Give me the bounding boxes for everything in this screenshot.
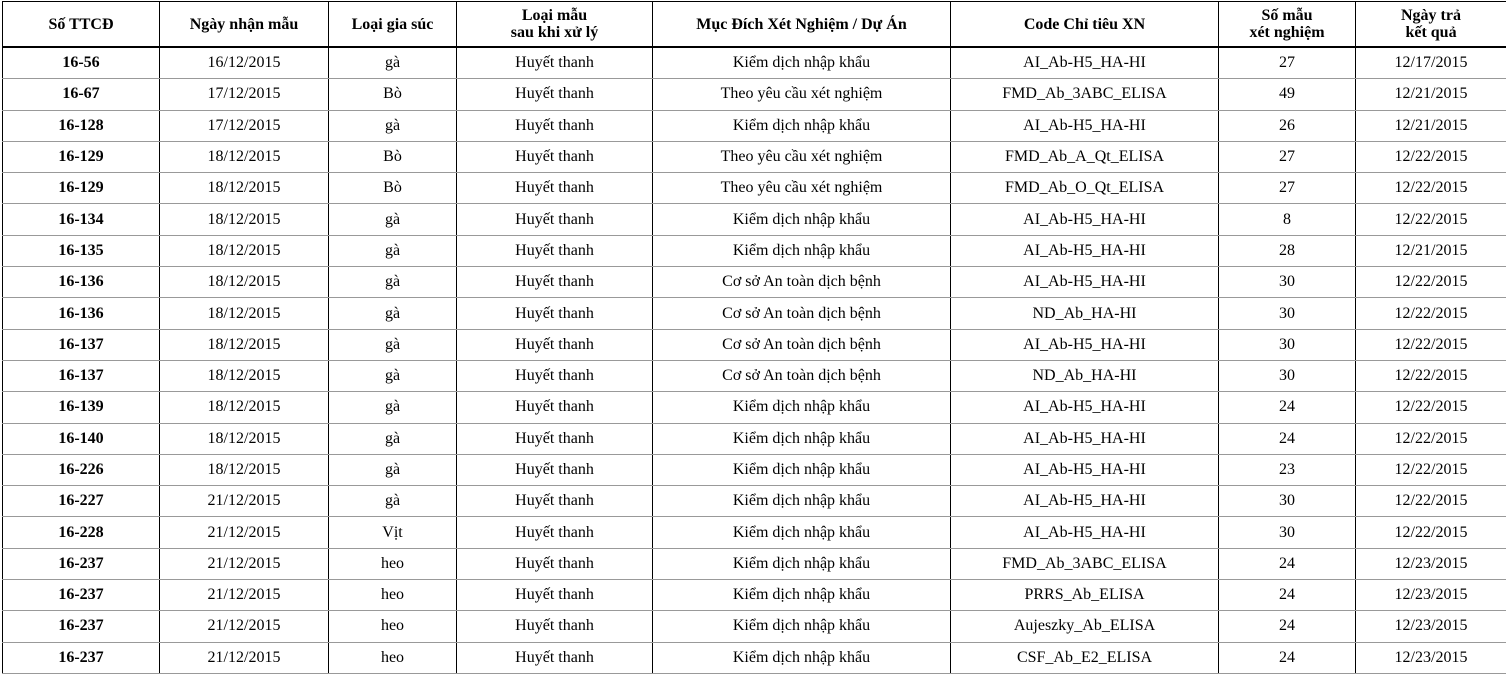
cell-muc-dich: Theo yêu cầu xét nghiệm [653, 141, 951, 172]
cell-so-mau: 30 [1219, 267, 1356, 298]
cell-ngay-tra: 12/22/2015 [1356, 204, 1506, 235]
cell-ngay-tra: 12/22/2015 [1356, 423, 1506, 454]
cell-so-mau: 30 [1219, 298, 1356, 329]
table-row [3, 110, 1506, 141]
cell-loai-mau: Huyết thanh [457, 486, 653, 517]
table-row [3, 267, 1506, 298]
cell-code-chi-tieu: AI_Ab-H5_HA-HI [951, 47, 1219, 79]
cell-loai-mau: Huyết thanh [457, 110, 653, 141]
cell-so-mau: 8 [1219, 204, 1356, 235]
cell-loai-gia-suc: Bò [329, 141, 457, 172]
cell-muc-dich: Cơ sở An toàn dịch bệnh [653, 267, 951, 298]
header-row [3, 2, 1506, 48]
cell-loai-mau: Huyết thanh [457, 392, 653, 423]
cell-loai-mau: Huyết thanh [457, 548, 653, 579]
cell-loai-mau: Huyết thanh [457, 454, 653, 485]
cell-ngay-nhan-mau: 18/12/2015 [160, 423, 329, 454]
cell-loai-mau: Huyết thanh [457, 79, 653, 110]
cell-ngay-tra: 12/21/2015 [1356, 110, 1506, 141]
cell-muc-dich: Theo yêu cầu xét nghiệm [653, 79, 951, 110]
col-header-ngay-tra: Ngày trả kết quả [1356, 2, 1506, 48]
cell-so-mau: 30 [1219, 486, 1356, 517]
cell-ngay-nhan-mau: 21/12/2015 [160, 580, 329, 611]
table-row [3, 173, 1506, 204]
table-row [3, 47, 1506, 79]
cell-muc-dich: Cơ sở An toàn dịch bệnh [653, 329, 951, 360]
table-row [3, 611, 1506, 642]
table-row [3, 580, 1506, 611]
cell-ngay-nhan-mau: 21/12/2015 [160, 517, 329, 548]
cell-code-chi-tieu: AI_Ab-H5_HA-HI [951, 267, 1219, 298]
cell-muc-dich: Kiểm dịch nhập khẩu [653, 454, 951, 485]
cell-ngay-tra: 12/22/2015 [1356, 141, 1506, 172]
cell-ngay-nhan-mau: 21/12/2015 [160, 611, 329, 642]
cell-loai-mau: Huyết thanh [457, 642, 653, 673]
cell-code-chi-tieu: FMD_Ab_O_Qt_ELISA [951, 173, 1219, 204]
cell-loai-mau: Huyết thanh [457, 298, 653, 329]
cell-so-mau: 49 [1219, 79, 1356, 110]
cell-ngay-nhan-mau: 18/12/2015 [160, 392, 329, 423]
cell-ngay-nhan-mau: 18/12/2015 [160, 267, 329, 298]
cell-code-chi-tieu: CSF_Ab_E2_ELISA [951, 642, 1219, 673]
cell-ngay-nhan-mau: 18/12/2015 [160, 204, 329, 235]
cell-so-ttcd: 16-139 [3, 392, 160, 423]
cell-muc-dich: Cơ sở An toàn dịch bệnh [653, 360, 951, 391]
cell-ngay-nhan-mau: 18/12/2015 [160, 454, 329, 485]
table-row [3, 235, 1506, 266]
cell-so-mau: 24 [1219, 642, 1356, 673]
cell-loai-gia-suc: gà [329, 267, 457, 298]
cell-code-chi-tieu: AI_Ab-H5_HA-HI [951, 235, 1219, 266]
cell-ngay-tra: 12/22/2015 [1356, 360, 1506, 391]
cell-loai-mau: Huyết thanh [457, 204, 653, 235]
cell-ngay-tra: 12/22/2015 [1356, 329, 1506, 360]
cell-code-chi-tieu: AI_Ab-H5_HA-HI [951, 423, 1219, 454]
cell-loai-gia-suc: gà [329, 235, 457, 266]
cell-muc-dich: Kiểm dịch nhập khẩu [653, 580, 951, 611]
cell-so-mau: 30 [1219, 360, 1356, 391]
cell-code-chi-tieu: Aujeszky_Ab_ELISA [951, 611, 1219, 642]
cell-ngay-nhan-mau: 17/12/2015 [160, 110, 329, 141]
table-row [3, 486, 1506, 517]
cell-loai-gia-suc: gà [329, 329, 457, 360]
cell-so-mau: 24 [1219, 580, 1356, 611]
cell-so-ttcd: 16-140 [3, 423, 160, 454]
table-row [3, 204, 1506, 235]
cell-loai-mau: Huyết thanh [457, 611, 653, 642]
table-row [3, 454, 1506, 485]
cell-loai-mau: Huyết thanh [457, 235, 653, 266]
sample-results-table [2, 1, 1506, 674]
cell-loai-gia-suc: gà [329, 110, 457, 141]
cell-so-ttcd: 16-129 [3, 173, 160, 204]
cell-so-mau: 27 [1219, 173, 1356, 204]
cell-loai-gia-suc: gà [329, 454, 457, 485]
cell-so-mau: 26 [1219, 110, 1356, 141]
cell-code-chi-tieu: ND_Ab_HA-HI [951, 360, 1219, 391]
cell-muc-dich: Kiểm dịch nhập khẩu [653, 548, 951, 579]
cell-code-chi-tieu: AI_Ab-H5_HA-HI [951, 392, 1219, 423]
table-row [3, 298, 1506, 329]
cell-loai-gia-suc: gà [329, 392, 457, 423]
cell-so-ttcd: 16-129 [3, 141, 160, 172]
cell-loai-gia-suc: Bò [329, 79, 457, 110]
cell-loai-mau: Huyết thanh [457, 267, 653, 298]
col-header-ngay-nhan-mau: Ngày nhận mẫu [160, 2, 329, 48]
cell-ngay-tra: 12/22/2015 [1356, 298, 1506, 329]
cell-so-mau: 28 [1219, 235, 1356, 266]
cell-ngay-nhan-mau: 21/12/2015 [160, 548, 329, 579]
cell-so-ttcd: 16-134 [3, 204, 160, 235]
cell-loai-gia-suc: gà [329, 360, 457, 391]
cell-loai-mau: Huyết thanh [457, 517, 653, 548]
cell-ngay-tra: 12/22/2015 [1356, 173, 1506, 204]
cell-muc-dich: Cơ sở An toàn dịch bệnh [653, 298, 951, 329]
cell-muc-dich: Kiểm dịch nhập khẩu [653, 486, 951, 517]
table-row [3, 360, 1506, 391]
cell-so-ttcd: 16-135 [3, 235, 160, 266]
cell-loai-gia-suc: heo [329, 548, 457, 579]
cell-loai-mau: Huyết thanh [457, 329, 653, 360]
cell-loai-mau: Huyết thanh [457, 580, 653, 611]
cell-ngay-nhan-mau: 18/12/2015 [160, 235, 329, 266]
cell-code-chi-tieu: AI_Ab-H5_HA-HI [951, 329, 1219, 360]
cell-code-chi-tieu: FMD_Ab_A_Qt_ELISA [951, 141, 1219, 172]
col-header-muc-dich: Mục Đích Xét Nghiệm / Dự Án [653, 2, 951, 48]
cell-ngay-nhan-mau: 18/12/2015 [160, 141, 329, 172]
cell-loai-gia-suc: gà [329, 298, 457, 329]
cell-loai-gia-suc: gà [329, 204, 457, 235]
cell-so-ttcd: 16-137 [3, 329, 160, 360]
cell-ngay-tra: 12/23/2015 [1356, 611, 1506, 642]
cell-ngay-nhan-mau: 17/12/2015 [160, 79, 329, 110]
col-header-so-mau: Số mẫu xét nghiệm [1219, 2, 1356, 48]
cell-loai-gia-suc: Bò [329, 173, 457, 204]
cell-muc-dich: Kiểm dịch nhập khẩu [653, 642, 951, 673]
cell-so-ttcd: 16-56 [3, 47, 160, 79]
cell-ngay-nhan-mau: 18/12/2015 [160, 360, 329, 391]
cell-loai-mau: Huyết thanh [457, 423, 653, 454]
cell-so-ttcd: 16-228 [3, 517, 160, 548]
cell-muc-dich: Kiểm dịch nhập khẩu [653, 423, 951, 454]
cell-so-ttcd: 16-128 [3, 110, 160, 141]
cell-so-ttcd: 16-237 [3, 642, 160, 673]
col-header-code-chi-tieu: Code Chỉ tiêu XN [951, 2, 1219, 48]
cell-ngay-tra: 12/22/2015 [1356, 454, 1506, 485]
cell-ngay-tra: 12/21/2015 [1356, 79, 1506, 110]
cell-ngay-tra: 12/17/2015 [1356, 47, 1506, 79]
cell-code-chi-tieu: AI_Ab-H5_HA-HI [951, 204, 1219, 235]
cell-ngay-tra: 12/23/2015 [1356, 548, 1506, 579]
cell-so-ttcd: 16-237 [3, 580, 160, 611]
cell-so-mau: 24 [1219, 423, 1356, 454]
cell-muc-dich: Kiểm dịch nhập khẩu [653, 235, 951, 266]
cell-ngay-tra: 12/22/2015 [1356, 267, 1506, 298]
cell-so-mau: 30 [1219, 517, 1356, 548]
cell-ngay-nhan-mau: 18/12/2015 [160, 329, 329, 360]
cell-code-chi-tieu: PRRS_Ab_ELISA [951, 580, 1219, 611]
cell-loai-gia-suc: gà [329, 47, 457, 79]
table-row [3, 423, 1506, 454]
cell-ngay-nhan-mau: 18/12/2015 [160, 298, 329, 329]
cell-ngay-tra: 12/23/2015 [1356, 580, 1506, 611]
cell-muc-dich: Kiểm dịch nhập khẩu [653, 392, 951, 423]
cell-ngay-nhan-mau: 18/12/2015 [160, 173, 329, 204]
cell-ngay-tra: 12/22/2015 [1356, 486, 1506, 517]
cell-so-ttcd: 16-136 [3, 298, 160, 329]
cell-code-chi-tieu: AI_Ab-H5_HA-HI [951, 486, 1219, 517]
cell-so-mau: 23 [1219, 454, 1356, 485]
table-row [3, 392, 1506, 423]
cell-muc-dich: Kiểm dịch nhập khẩu [653, 611, 951, 642]
table-row [3, 329, 1506, 360]
cell-code-chi-tieu: FMD_Ab_3ABC_ELISA [951, 79, 1219, 110]
cell-so-ttcd: 16-227 [3, 486, 160, 517]
col-header-loai-mau: Loại mẫu sau khi xử lý [457, 2, 653, 48]
cell-loai-mau: Huyết thanh [457, 360, 653, 391]
cell-ngay-tra: 12/21/2015 [1356, 235, 1506, 266]
cell-code-chi-tieu: FMD_Ab_3ABC_ELISA [951, 548, 1219, 579]
table-row [3, 642, 1506, 673]
table-body [3, 47, 1506, 673]
cell-code-chi-tieu: ND_Ab_HA-HI [951, 298, 1219, 329]
cell-muc-dich: Theo yêu cầu xét nghiệm [653, 173, 951, 204]
cell-ngay-tra: 12/22/2015 [1356, 517, 1506, 548]
cell-so-ttcd: 16-237 [3, 548, 160, 579]
cell-muc-dich: Kiểm dịch nhập khẩu [653, 204, 951, 235]
cell-so-mau: 27 [1219, 47, 1356, 79]
cell-so-mau: 24 [1219, 548, 1356, 579]
cell-loai-gia-suc: gà [329, 486, 457, 517]
cell-so-ttcd: 16-67 [3, 79, 160, 110]
cell-so-mau: 24 [1219, 392, 1356, 423]
cell-loai-gia-suc: Vịt [329, 517, 457, 548]
cell-loai-mau: Huyết thanh [457, 47, 653, 79]
table-row [3, 517, 1506, 548]
col-header-loai-gia-suc: Loại gia súc [329, 2, 457, 48]
table-row [3, 548, 1506, 579]
cell-so-ttcd: 16-137 [3, 360, 160, 391]
cell-loai-gia-suc: heo [329, 611, 457, 642]
cell-ngay-nhan-mau: 21/12/2015 [160, 642, 329, 673]
cell-muc-dich: Kiểm dịch nhập khẩu [653, 110, 951, 141]
cell-so-mau: 24 [1219, 611, 1356, 642]
cell-code-chi-tieu: AI_Ab-H5_HA-HI [951, 517, 1219, 548]
cell-ngay-nhan-mau: 16/12/2015 [160, 47, 329, 79]
cell-muc-dich: Kiểm dịch nhập khẩu [653, 47, 951, 79]
cell-code-chi-tieu: AI_Ab-H5_HA-HI [951, 110, 1219, 141]
table-row [3, 79, 1506, 110]
cell-so-ttcd: 16-226 [3, 454, 160, 485]
cell-ngay-nhan-mau: 21/12/2015 [160, 486, 329, 517]
cell-loai-mau: Huyết thanh [457, 141, 653, 172]
cell-code-chi-tieu: AI_Ab-H5_HA-HI [951, 454, 1219, 485]
cell-so-mau: 27 [1219, 141, 1356, 172]
cell-muc-dich: Kiểm dịch nhập khẩu [653, 517, 951, 548]
cell-ngay-tra: 12/23/2015 [1356, 642, 1506, 673]
cell-so-ttcd: 16-237 [3, 611, 160, 642]
cell-loai-gia-suc: gà [329, 423, 457, 454]
table-row [3, 141, 1506, 172]
cell-ngay-tra: 12/22/2015 [1356, 392, 1506, 423]
cell-loai-gia-suc: heo [329, 580, 457, 611]
col-header-so-ttcd: Số TTCĐ [3, 2, 160, 48]
cell-so-ttcd: 16-136 [3, 267, 160, 298]
cell-loai-gia-suc: heo [329, 642, 457, 673]
cell-loai-mau: Huyết thanh [457, 173, 653, 204]
cell-so-mau: 30 [1219, 329, 1356, 360]
